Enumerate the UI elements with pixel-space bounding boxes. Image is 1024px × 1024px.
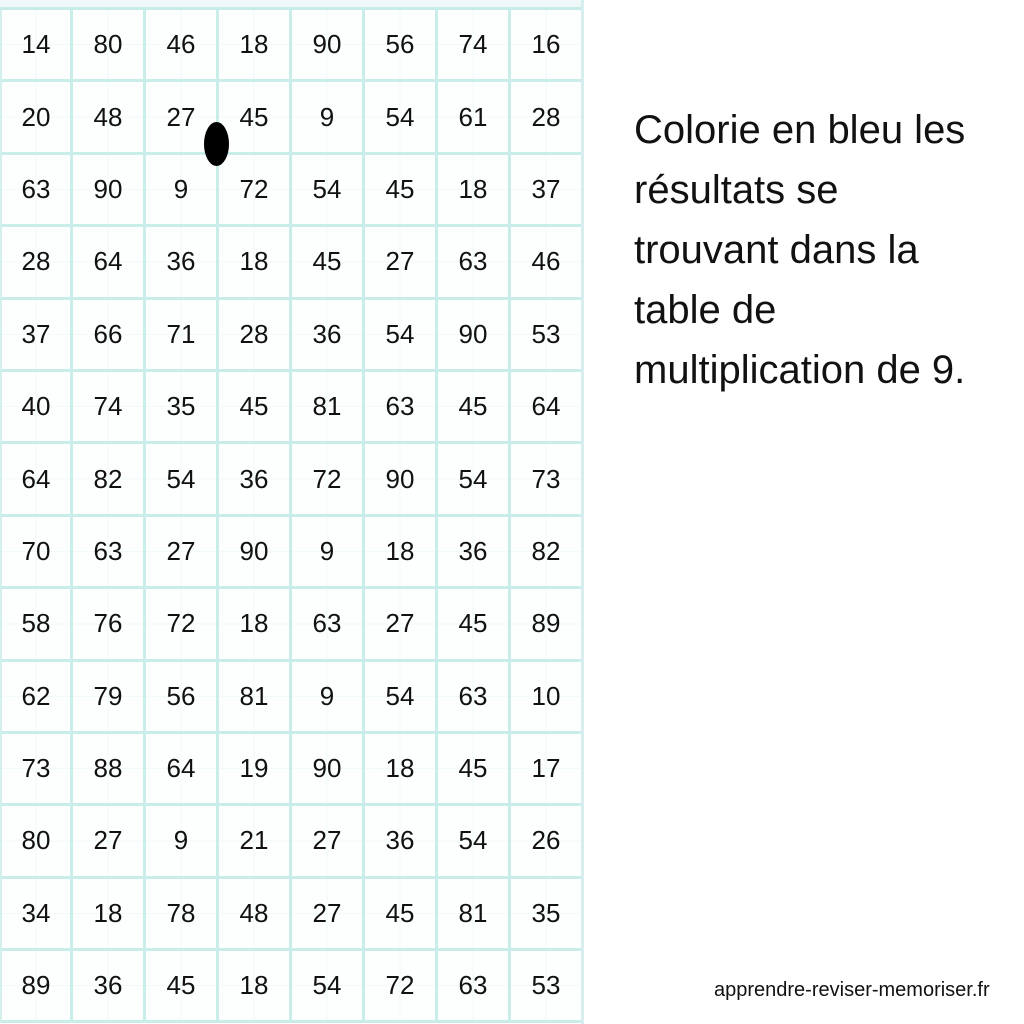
grid-cell[interactable]: 80 xyxy=(0,806,73,878)
grid-cell[interactable]: 76 xyxy=(73,589,146,661)
grid-cell[interactable]: 81 xyxy=(292,372,365,444)
grid-cell[interactable]: 40 xyxy=(0,372,73,444)
grid-cell[interactable]: 21 xyxy=(219,806,292,878)
grid-cell[interactable]: 28 xyxy=(0,227,73,299)
grid-cell[interactable]: 63 xyxy=(0,155,73,227)
grid-cell[interactable]: 53 xyxy=(511,951,584,1023)
grid-cell[interactable]: 27 xyxy=(292,806,365,878)
grid-cell[interactable]: 81 xyxy=(219,662,292,734)
grid-cell[interactable]: 90 xyxy=(365,444,438,516)
grid-cell[interactable]: 27 xyxy=(146,82,219,154)
grid-cell[interactable]: 48 xyxy=(219,879,292,951)
instruction-line: trouvant dans la xyxy=(634,228,919,272)
grid-cell[interactable]: 81 xyxy=(438,879,511,951)
grid-cell[interactable]: 64 xyxy=(0,444,73,516)
grid-cell[interactable]: 45 xyxy=(438,372,511,444)
grid-cell[interactable]: 54 xyxy=(365,300,438,372)
grid-cell[interactable]: 64 xyxy=(511,372,584,444)
grid-cell[interactable]: 45 xyxy=(146,951,219,1023)
grid-cell[interactable]: 63 xyxy=(438,227,511,299)
grid-cell[interactable]: 56 xyxy=(146,662,219,734)
grid-cell[interactable]: 71 xyxy=(146,300,219,372)
grid-cell[interactable]: 46 xyxy=(511,227,584,299)
grid-cell[interactable]: 54 xyxy=(292,951,365,1023)
grid-cell[interactable]: 72 xyxy=(365,951,438,1023)
grid-cell[interactable]: 19 xyxy=(219,734,292,806)
grid-cell[interactable]: 63 xyxy=(73,517,146,589)
grid-cell[interactable]: 34 xyxy=(0,879,73,951)
grid-cell[interactable]: 27 xyxy=(365,227,438,299)
grid-cell[interactable]: 90 xyxy=(292,734,365,806)
grid-cell[interactable]: 82 xyxy=(511,517,584,589)
grid-cell[interactable]: 18 xyxy=(219,227,292,299)
grid-cell[interactable]: 36 xyxy=(365,806,438,878)
grid-cell[interactable]: 35 xyxy=(511,879,584,951)
grid-cell[interactable]: 35 xyxy=(146,372,219,444)
grid-cell[interactable]: 56 xyxy=(365,10,438,82)
grid-cell[interactable]: 18 xyxy=(219,589,292,661)
grid-cell[interactable]: 62 xyxy=(0,662,73,734)
grid-cell[interactable]: 90 xyxy=(219,517,292,589)
instruction-line: Colorie en bleu les xyxy=(634,108,966,152)
grid-cell[interactable]: 36 xyxy=(219,444,292,516)
grid-cell[interactable]: 54 xyxy=(365,662,438,734)
grid-cell[interactable]: 36 xyxy=(146,227,219,299)
grid-cell[interactable]: 53 xyxy=(511,300,584,372)
grid-cell[interactable]: 37 xyxy=(0,300,73,372)
grid-cell[interactable]: 45 xyxy=(365,155,438,227)
grid-cell[interactable]: 88 xyxy=(73,734,146,806)
grid-cell[interactable]: 9 xyxy=(292,517,365,589)
instruction-line: multiplication de 9. xyxy=(634,348,966,392)
grid-cell[interactable]: 9 xyxy=(292,662,365,734)
grid-cell[interactable]: 54 xyxy=(365,82,438,154)
grid-cell[interactable]: 54 xyxy=(146,444,219,516)
grid-cell[interactable]: 61 xyxy=(438,82,511,154)
grid-cell[interactable]: 89 xyxy=(0,951,73,1023)
grid-cell[interactable]: 54 xyxy=(438,444,511,516)
grid-cell[interactable]: 14 xyxy=(0,10,73,82)
grid-cell[interactable]: 27 xyxy=(146,517,219,589)
grid-cell[interactable]: 74 xyxy=(73,372,146,444)
grid-cell[interactable]: 26 xyxy=(511,806,584,878)
site-credit: apprendre-reviser-memoriser.fr xyxy=(714,979,990,1001)
grid-cell[interactable]: 63 xyxy=(365,372,438,444)
grid-cell[interactable]: 36 xyxy=(292,300,365,372)
grid-cell[interactable]: 54 xyxy=(292,155,365,227)
grid-cell[interactable]: 66 xyxy=(73,300,146,372)
grid-cell[interactable]: 63 xyxy=(438,951,511,1023)
grid-cell[interactable]: 45 xyxy=(365,879,438,951)
grid-cell[interactable]: 74 xyxy=(438,10,511,82)
grid-cell[interactable]: 89 xyxy=(511,589,584,661)
grid-cell[interactable]: 36 xyxy=(73,951,146,1023)
grid-cell[interactable]: 45 xyxy=(292,227,365,299)
grid-cell[interactable]: 37 xyxy=(511,155,584,227)
grid-cell[interactable]: 78 xyxy=(146,879,219,951)
grid-cell[interactable]: 18 xyxy=(73,879,146,951)
grid-cell[interactable]: 18 xyxy=(365,517,438,589)
grid-cell[interactable]: 18 xyxy=(365,734,438,806)
grid-cell[interactable]: 9 xyxy=(146,155,219,227)
grid-cell[interactable]: 45 xyxy=(219,82,292,154)
grid-cell[interactable]: 48 xyxy=(73,82,146,154)
grid-cell[interactable]: 46 xyxy=(146,10,219,82)
grid-cell[interactable]: 28 xyxy=(511,82,584,154)
grid-cell[interactable]: 64 xyxy=(73,227,146,299)
grid-cell[interactable]: 63 xyxy=(438,662,511,734)
grid-top-border xyxy=(0,0,584,10)
grid-cell[interactable]: 80 xyxy=(73,10,146,82)
grid-cell[interactable]: 90 xyxy=(73,155,146,227)
grid-cell[interactable]: 27 xyxy=(292,879,365,951)
grid-cell[interactable]: 73 xyxy=(511,444,584,516)
grid-cell[interactable]: 9 xyxy=(146,806,219,878)
grid-cell[interactable]: 27 xyxy=(365,589,438,661)
grid-cell[interactable]: 45 xyxy=(438,589,511,661)
grid-cell[interactable]: 9 xyxy=(292,82,365,154)
grid-cell[interactable]: 72 xyxy=(146,589,219,661)
grid-cell[interactable]: 90 xyxy=(438,300,511,372)
grid-cell[interactable]: 18 xyxy=(438,155,511,227)
grid-cell[interactable]: 90 xyxy=(292,10,365,82)
grid-cell[interactable]: 28 xyxy=(219,300,292,372)
grid-cell[interactable]: 45 xyxy=(219,372,292,444)
instruction-line: table de xyxy=(634,288,777,332)
grid-cell[interactable]: 10 xyxy=(511,662,584,734)
grid-cell[interactable]: 72 xyxy=(219,155,292,227)
black-dot-marker xyxy=(204,122,229,166)
grid-cell[interactable]: 27 xyxy=(73,806,146,878)
grid-cell[interactable]: 73 xyxy=(0,734,73,806)
instruction-line: résultats se xyxy=(634,168,839,212)
grid-cell[interactable]: 20 xyxy=(0,82,73,154)
grid-cell[interactable]: 70 xyxy=(0,517,73,589)
grid-cell[interactable]: 18 xyxy=(219,10,292,82)
grid-cell[interactable]: 64 xyxy=(146,734,219,806)
grid-cell[interactable]: 82 xyxy=(73,444,146,516)
grid-cell[interactable]: 72 xyxy=(292,444,365,516)
grid-cell[interactable]: 58 xyxy=(0,589,73,661)
instruction-text xyxy=(634,100,1014,400)
grid-cell[interactable]: 36 xyxy=(438,517,511,589)
grid-cell[interactable]: 63 xyxy=(292,589,365,661)
grid-cell[interactable]: 54 xyxy=(438,806,511,878)
grid-cell[interactable]: 45 xyxy=(438,734,511,806)
grid-cell[interactable]: 16 xyxy=(511,10,584,82)
grid-cell[interactable]: 17 xyxy=(511,734,584,806)
grid-cell[interactable]: 79 xyxy=(73,662,146,734)
grid-cell[interactable]: 18 xyxy=(219,951,292,1023)
